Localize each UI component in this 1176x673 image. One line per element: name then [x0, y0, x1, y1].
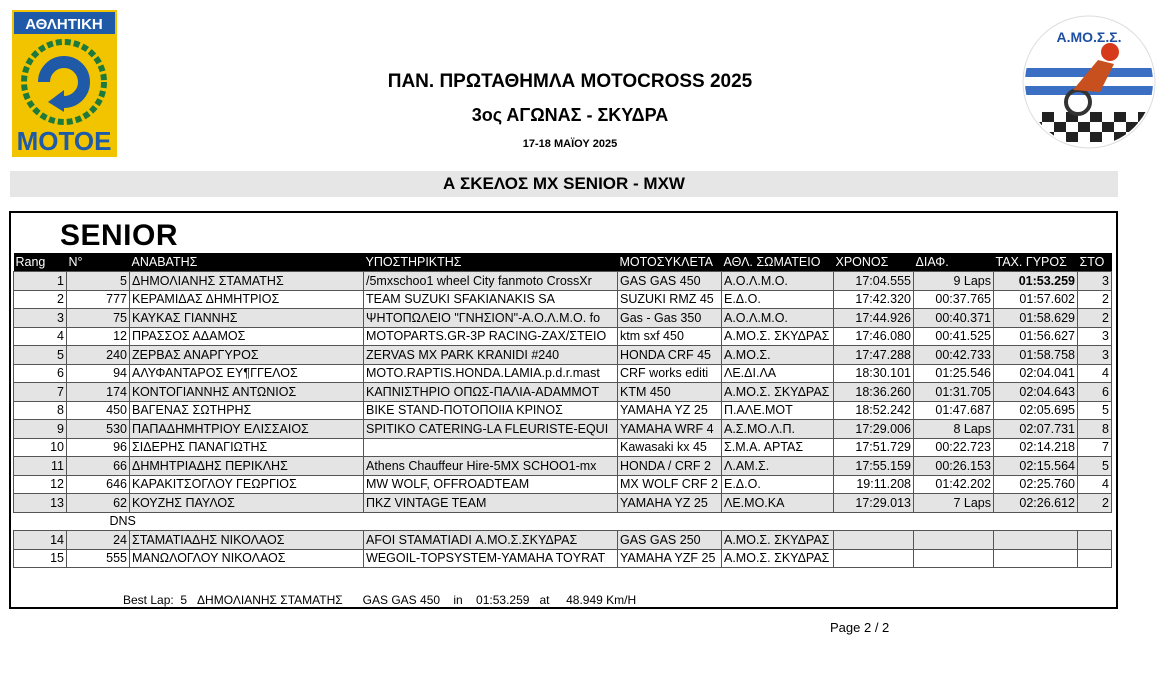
cell-motorcycle: YAMAHA YZ 25 — [618, 401, 722, 420]
cell-number: 530 — [67, 420, 130, 439]
table-row — [14, 383, 1112, 402]
cell-time — [834, 549, 914, 568]
cell-motorcycle: YAMAHA WRF 4 — [618, 420, 722, 439]
cell-time: 18:36.260 — [834, 383, 914, 402]
cell-laps — [1078, 531, 1112, 550]
cell-fastest-lap: 02:07.731 — [994, 420, 1078, 439]
cell-rider: ΒΑΓΕΝΑΣ ΣΩΤΗΡΗΣ — [130, 401, 364, 420]
cell-laps: 4 — [1078, 475, 1112, 494]
cell-rider: ΠΡΑΣΣΟΣ ΑΔΑΜΟΣ — [130, 327, 364, 346]
cell-laps — [1078, 549, 1112, 568]
cell-fastest-lap: 02:25.760 — [994, 475, 1078, 494]
cell-motorcycle: YAMAHA YZ 25 — [618, 494, 722, 513]
results-panel — [9, 211, 1118, 609]
logo-left-top-text: ΑΘΛΗΤΙΚΗ — [25, 16, 103, 33]
cell-number: 24 — [67, 531, 130, 550]
cell-laps: 5 — [1078, 457, 1112, 476]
cell-number: 777 — [67, 290, 130, 309]
results-table — [13, 253, 1112, 568]
cell-gap: 7 Laps — [914, 494, 994, 513]
cell-fastest-lap: 02:14.218 — [994, 438, 1078, 457]
table-row — [14, 457, 1112, 476]
cell-laps: 3 — [1078, 327, 1112, 346]
cell-gap: 00:41.525 — [914, 327, 994, 346]
cell-laps: 3 — [1078, 346, 1112, 365]
cell-motorcycle: SUZUKI RMZ 45 — [618, 290, 722, 309]
cell-time: 17:46.080 — [834, 327, 914, 346]
cell-time: 18:30.101 — [834, 364, 914, 383]
cell-club: Α.ΜΟ.Σ. ΣΚΥΔΡΑΣ — [722, 531, 834, 550]
table-row — [14, 309, 1112, 328]
cell-rider: ΔΗΜΗΤΡΙΑΔΗΣ ΠΕΡΙΚΛΗΣ — [130, 457, 364, 476]
cell-number: 174 — [67, 383, 130, 402]
table-row — [14, 401, 1112, 420]
cell-time: 18:52.242 — [834, 401, 914, 420]
cell-rider: ΣΤΑΜΑΤΙΑΔΗΣ ΝΙΚΟΛΑΟΣ — [130, 531, 364, 550]
cell-fastest-lap: 01:58.758 — [994, 346, 1078, 365]
table-row — [14, 494, 1112, 513]
cell-number: 96 — [67, 438, 130, 457]
cell-sponsor: TEAM SUZUKI SFAKIANAKIS SA — [364, 290, 618, 309]
cell-motorcycle: HONDA CRF 45 — [618, 346, 722, 365]
cell-fastest-lap: 01:56.627 — [994, 327, 1078, 346]
cell-gap: 01:31.705 — [914, 383, 994, 402]
column-header-fastest-lap: ΤΑΧ. ΓΥΡΟΣ — [994, 253, 1078, 272]
cell-sponsor: ΨΗΤΟΠΩΛΕΙΟ "ΓΝΗΣΙΟΝ"-Α.Ο.Λ.Μ.Ο. fo — [364, 309, 618, 328]
cell-rang: 5 — [14, 346, 67, 365]
cell-sponsor: MOTOPARTS.GR-3P RACING-ZAX/ΣΤΕΙΟ — [364, 327, 618, 346]
cell-rang: 15 — [14, 549, 67, 568]
cell-laps: 3 — [1078, 272, 1112, 291]
cell-motorcycle: GAS GAS 250 — [618, 531, 722, 550]
column-header-rang: Rang — [14, 253, 67, 272]
cell-sponsor: WEGOIL-TOPSYSTEM-YAMAHA TOYRAT — [364, 549, 618, 568]
logo-right-text: Α.ΜΟ.Σ.Σ. — [1056, 29, 1122, 45]
cell-number: 450 — [67, 401, 130, 420]
cell-motorcycle: Gas - Gas 350 — [618, 309, 722, 328]
cell-time: 17:29.006 — [834, 420, 914, 439]
cell-laps: 4 — [1078, 364, 1112, 383]
cell-number: 240 — [67, 346, 130, 365]
cell-motorcycle: KTM 450 — [618, 383, 722, 402]
cell-laps: 7 — [1078, 438, 1112, 457]
page-number: Page 2 / 2 — [830, 620, 890, 635]
cell-sponsor: Athens Chauffeur Hire-5MX SCHOO1-mx — [364, 457, 618, 476]
cell-rang: 10 — [14, 438, 67, 457]
cell-laps: 2 — [1078, 494, 1112, 513]
cell-motorcycle: MX WOLF CRF 2 — [618, 475, 722, 494]
cell-club: ΛΕ.ΜΟ.ΚΑ — [722, 494, 834, 513]
cell-number: 12 — [67, 327, 130, 346]
class-title: SENIOR — [60, 219, 179, 252]
cell-fastest-lap: 02:04.643 — [994, 383, 1078, 402]
cell-club: ΛΕ.ΔΙ.ΛΑ — [722, 364, 834, 383]
cell-fastest-lap: 01:58.629 — [994, 309, 1078, 328]
cell-time: 17:47.288 — [834, 346, 914, 365]
cell-number: 75 — [67, 309, 130, 328]
column-header-sponsor: ΥΠΟΣΤΗΡΙΚΤΗΣ — [364, 253, 618, 272]
cell-motorcycle: YAMAHA YZF 25 — [618, 549, 722, 568]
table-header-row — [14, 253, 1112, 272]
cell-time — [834, 531, 914, 550]
cell-laps: 2 — [1078, 309, 1112, 328]
cell-time: 17:44.926 — [834, 309, 914, 328]
logo-left-bottom-text: MOTOE — [16, 126, 112, 156]
results-body — [14, 272, 1112, 568]
cell-rang: 6 — [14, 364, 67, 383]
table-row — [14, 272, 1112, 291]
column-header-laps: ΣΤΟ — [1078, 253, 1112, 272]
cell-gap: 00:26.153 — [914, 457, 994, 476]
cell-club: Α.ΜΟ.Σ. ΣΚΥΔΡΑΣ — [722, 383, 834, 402]
cell-laps: 6 — [1078, 383, 1112, 402]
cell-fastest-lap: 02:15.564 — [994, 457, 1078, 476]
cell-rider: ΔΗΜΟΛΙΑΝΗΣ ΣΤΑΜΑΤΗΣ — [130, 272, 364, 291]
cell-gap: 00:42.733 — [914, 346, 994, 365]
cell-laps: 5 — [1078, 401, 1112, 420]
table-row — [14, 420, 1112, 439]
cell-motorcycle: CRF works editi — [618, 364, 722, 383]
best-lap-summary: Best Lap: 5 ΔΗΜΟΛΙΑΝΗΣ ΣΤΑΜΑΤΗΣ GAS GAS 450 in 01:53.259 at 48.949 Km/H — [123, 593, 637, 607]
cell-gap: 01:47.687 — [914, 401, 994, 420]
cell-club: Α.Ο.Λ.Μ.Ο. — [722, 272, 834, 291]
cell-rider: ΚΟΝΤΟΓΙΑΝΝΗΣ ΑΝΤΩΝΙΟΣ — [130, 383, 364, 402]
cell-rang: 9 — [14, 420, 67, 439]
cell-motorcycle: GAS GAS 450 — [618, 272, 722, 291]
cell-rang: 4 — [14, 327, 67, 346]
cell-gap: 8 Laps — [914, 420, 994, 439]
cell-rang: 11 — [14, 457, 67, 476]
cell-fastest-lap — [994, 549, 1078, 568]
cell-time: 19:11.208 — [834, 475, 914, 494]
column-header-gap: ΔΙΑΦ. — [914, 253, 994, 272]
dns-label: DNS — [14, 512, 1112, 531]
cell-number: 66 — [67, 457, 130, 476]
cell-sponsor: ΠΚΖ VINTAGE TEAM — [364, 494, 618, 513]
cell-rider: ΜΑΝΩΛΟΓΛΟΥ ΝΙΚΟΛΑΟΣ — [130, 549, 364, 568]
cell-gap: 9 Laps — [914, 272, 994, 291]
cell-rider: ΖΕΡΒΑΣ ΑΝΑΡΓΥΡΟΣ — [130, 346, 364, 365]
cell-club: Σ.Μ.Α. ΑΡΤΑΣ — [722, 438, 834, 457]
column-header-time: ΧΡΟΝΟΣ — [834, 253, 914, 272]
cell-laps: 8 — [1078, 420, 1112, 439]
cell-gap: 00:37.765 — [914, 290, 994, 309]
cell-gap: 01:25.546 — [914, 364, 994, 383]
cell-rang: 1 — [14, 272, 67, 291]
cell-rang: 7 — [14, 383, 67, 402]
cell-sponsor: MOTO.RAPTIS.HONDA.LAMIA.p.d.r.mast — [364, 364, 618, 383]
cell-time: 17:55.159 — [834, 457, 914, 476]
cell-fastest-lap: 02:26.612 — [994, 494, 1078, 513]
cell-time: 17:51.729 — [834, 438, 914, 457]
cell-motorcycle: HONDA / CRF 2 — [618, 457, 722, 476]
cell-sponsor: ΚΑΠΝΙΣΤΗΡΙΟ ΟΠΩΣ-ΠΑΛΙΑ-ADAMMOT — [364, 383, 618, 402]
cell-rider: ΣΙΔΕΡΗΣ ΠΑΝΑΓΙΩΤΗΣ — [130, 438, 364, 457]
table-row — [14, 549, 1112, 568]
cell-number: 646 — [67, 475, 130, 494]
event-dates: 17-18 ΜΑΪΟΥ 2025 — [522, 138, 618, 150]
table-row — [14, 346, 1112, 365]
cell-gap — [914, 549, 994, 568]
cell-fastest-lap: 02:05.695 — [994, 401, 1078, 420]
cell-number: 5 — [67, 272, 130, 291]
cell-rider: ΚΕΡΑΜΙΔΑΣ ΔΗΜΗΤΡΙΟΣ — [130, 290, 364, 309]
cell-club: Π.ΑΛΕ.ΜΟΤ — [722, 401, 834, 420]
table-row — [14, 531, 1112, 550]
cell-fastest-lap: 01:57.602 — [994, 290, 1078, 309]
cell-sponsor: BIKE STAND-ΠΟΤΟΠΟΙΙΑ ΚΡΙΝΟΣ — [364, 401, 618, 420]
cell-club: Α.ΜΟ.Σ. ΣΚΥΔΡΑΣ — [722, 549, 834, 568]
cell-rider: ΚΟΥΖΗΣ ΠΑΥΛΟΣ — [130, 494, 364, 513]
cell-laps: 2 — [1078, 290, 1112, 309]
cell-gap — [914, 531, 994, 550]
cell-fastest-lap: 01:53.259 — [994, 272, 1078, 291]
table-row — [14, 327, 1112, 346]
cell-sponsor: ZERVAS MX PARK KRANIDI #240 — [364, 346, 618, 365]
cell-rang: 2 — [14, 290, 67, 309]
cell-club: Α.ΜΟ.Σ. ΣΚΥΔΡΑΣ — [722, 327, 834, 346]
table-row — [14, 290, 1112, 309]
cell-rang: 12 — [14, 475, 67, 494]
cell-time: 17:42.320 — [834, 290, 914, 309]
cell-sponsor: /5mxschoo1 wheel City fanmoto CrossXr — [364, 272, 618, 291]
cell-gap: 00:22.723 — [914, 438, 994, 457]
cell-sponsor: SPITIKO CATERING-LA FLEURISTE-EQUI — [364, 420, 618, 439]
cell-number: 62 — [67, 494, 130, 513]
column-header-motorcycle: ΜΟΤΟΣΥΚΛΕΤΑ — [618, 253, 722, 272]
cell-sponsor: AFOI STAMATIADI Α.ΜΟ.Σ.ΣΚΥΔΡΑΣ — [364, 531, 618, 550]
cell-fastest-lap: 02:04.041 — [994, 364, 1078, 383]
cell-rider: ΑΛΥΦΑΝΤΑΡΟΣ ΕΥ¶ΓΓΕΛΟΣ — [130, 364, 364, 383]
championship-title: ΠΑΝ. ΠΡΩΤΑΘΗΜΛΑ MOTOCROSS 2025 — [387, 71, 753, 92]
cell-club: Λ.ΑΜ.Σ. — [722, 457, 834, 476]
cell-sponsor — [364, 438, 618, 457]
table-row — [14, 475, 1112, 494]
cell-club: Α.Ο.Λ.Μ.Ο. — [722, 309, 834, 328]
dns-separator-row — [14, 512, 1112, 531]
cell-rider: ΚΑΥΚΑΣ ΓΙΑΝΝΗΣ — [130, 309, 364, 328]
cell-fastest-lap — [994, 531, 1078, 550]
cell-sponsor: MW WOLF, OFFROADTEAM — [364, 475, 618, 494]
cell-club: Α.Σ.ΜΟ.Λ.Π. — [722, 420, 834, 439]
cell-rang: 8 — [14, 401, 67, 420]
cell-club: Ε.Δ.Ο. — [722, 475, 834, 494]
cell-motorcycle: ktm sxf 450 — [618, 327, 722, 346]
cell-rang: 13 — [14, 494, 67, 513]
column-header-rider: ΑΝΑΒΑΤΗΣ — [130, 253, 364, 272]
cell-time: 17:29.013 — [834, 494, 914, 513]
cell-gap: 00:40.371 — [914, 309, 994, 328]
cell-rider: ΚΑΡΑΚΙΤΣΟΓΛΟΥ ΓΕΩΡΓΙΟΣ — [130, 475, 364, 494]
cell-number: 94 — [67, 364, 130, 383]
cell-rider: ΠΑΠΑΔΗΜΗΤΡΙΟΥ ΕΛΙΣΣΑΙΟΣ — [130, 420, 364, 439]
cell-number: 555 — [67, 549, 130, 568]
table-row — [14, 438, 1112, 457]
cell-club: Α.ΜΟ.Σ. — [722, 346, 834, 365]
cell-motorcycle: Kawasaki kx 45 — [618, 438, 722, 457]
table-row — [14, 364, 1112, 383]
cell-rang: 14 — [14, 531, 67, 550]
cell-club: Ε.Δ.Ο. — [722, 290, 834, 309]
cell-time: 17:04.555 — [834, 272, 914, 291]
column-header-number: N° — [67, 253, 130, 272]
cell-rang: 3 — [14, 309, 67, 328]
column-header-club: ΑΘΛ. ΣΩΜΑΤΕΙΟ — [722, 253, 834, 272]
round-title: 3ος ΑΓΩΝΑΣ - ΣΚΥΔΡΑ — [471, 105, 669, 125]
cell-gap: 01:42.202 — [914, 475, 994, 494]
race-section-title: Α ΣΚΕΛΟΣ MX SENIOR - MXW — [10, 171, 1118, 197]
